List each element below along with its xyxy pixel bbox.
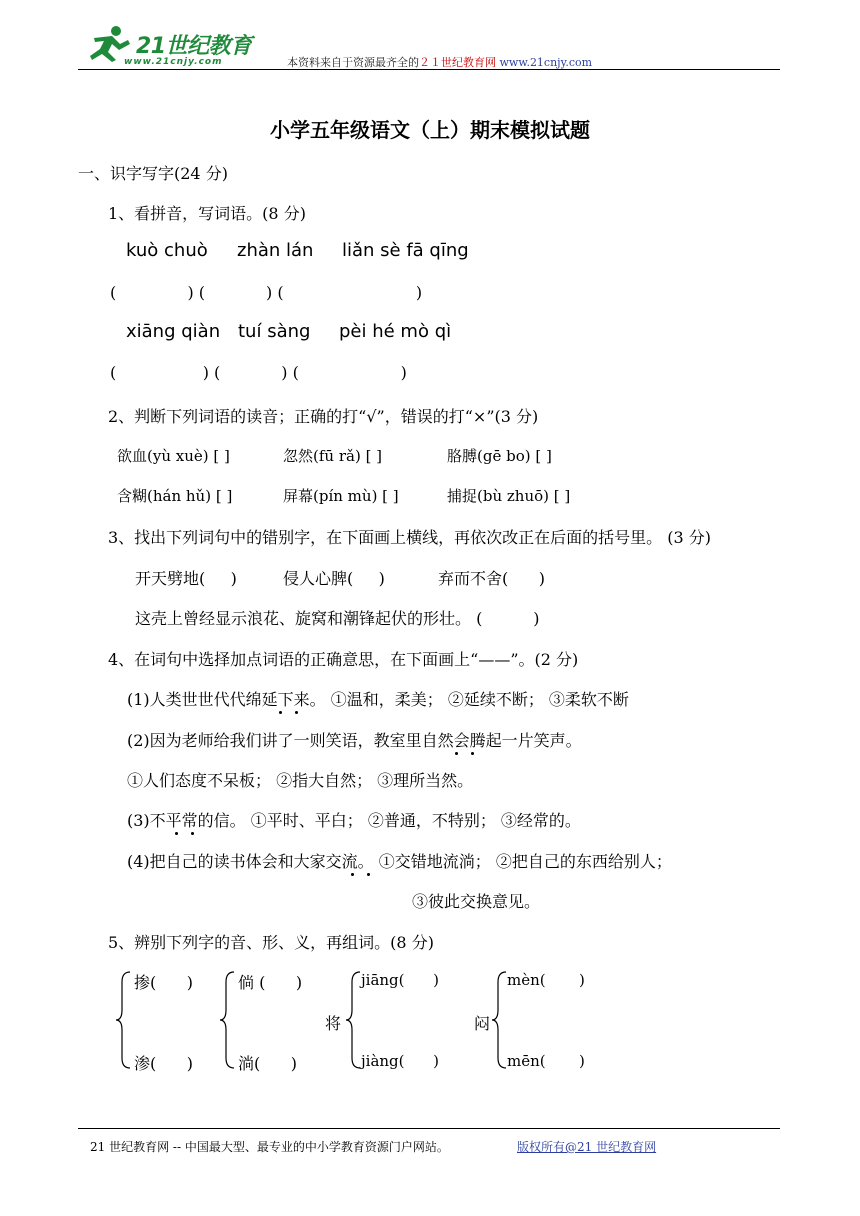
- sentence: (3)不平常的信。 ①平时、平白； ②普通，不特别； ③经常的。: [127, 811, 581, 830]
- emphasis-dot: [279, 711, 282, 714]
- char-item: mèn( ): [507, 971, 585, 989]
- logo-url: www.21cnjy.com: [124, 57, 223, 67]
- q5-prompt: 5、辨别下列字的音、形、义，再组词。(8 分): [108, 933, 434, 952]
- pinyin: liǎn sè fā qīng: [342, 240, 469, 261]
- char-item: 淌( ): [238, 1054, 298, 1073]
- char-item: mēn( ): [507, 1052, 585, 1070]
- section-heading: 一、识字写字(24 分): [78, 164, 228, 183]
- word-item: 捕捉(bù zhuō) [ ]: [447, 487, 571, 505]
- pinyin: pèi hé mò qì: [339, 321, 452, 342]
- char-item: 闷: [474, 1014, 491, 1033]
- answer-blanks[interactable]: ( ) ( ) ( ): [110, 363, 407, 382]
- emphasis-dot: [351, 873, 354, 876]
- pinyin: zhàn lán: [237, 240, 314, 261]
- pinyin: kuò chuò: [126, 240, 208, 261]
- logo-text: 21世纪教育: [136, 34, 252, 59]
- site-logo: [86, 24, 276, 70]
- word-item: 弃而不舍( ): [438, 569, 546, 588]
- sentence: 这壳上曾经显示浪花、旋窝和潮锋起伏的形壮。 ( ): [135, 609, 540, 628]
- sentence: ③彼此交换意见。: [412, 892, 541, 911]
- sentence: (4)把自己的读书体会和大家交流。 ①交错地流淌； ②把自己的东西给别人；: [127, 852, 672, 871]
- brace-icon: [490, 970, 508, 1070]
- word-item: 胳膊(gē bo) [ ]: [447, 447, 552, 465]
- q2-prompt: 2、判断下列词语的读音；正确的打“√”，错误的打“×”(3 分): [108, 407, 539, 426]
- word-item: 屏幕(pín mù) [ ]: [283, 487, 399, 505]
- emphasis-dot: [455, 752, 458, 755]
- footer-divider: [78, 1128, 780, 1129]
- tagline-site-link[interactable]: ２１世纪教育网: [419, 56, 496, 69]
- char-item: 渗( ): [134, 1054, 194, 1073]
- tagline-url-link[interactable]: www.21cnjy.com: [499, 56, 593, 69]
- answer-blanks[interactable]: ( ) ( ) ( ): [110, 283, 423, 302]
- q4-prompt: 4、在词句中选择加点词语的正确意思，在下面画上“——”。(2 分): [108, 650, 579, 669]
- emphasis-dot: [295, 711, 298, 714]
- emphasis-dot: [367, 873, 370, 876]
- footer-copyright[interactable]: [517, 1138, 656, 1155]
- copyright-link[interactable]: 版权所有@21 世纪教育网: [517, 1140, 657, 1154]
- char-item: jiàng( ): [361, 1052, 439, 1070]
- word-item: 欲血(yù xuè) [ ]: [117, 447, 230, 465]
- brace-icon: [218, 970, 236, 1070]
- q3-prompt: 3、找出下列词句中的错别字，在下面画上横线，再依次改正在后面的括号里。 (3 分): [108, 528, 712, 547]
- tagline-prefix: 本资料来自于资源最齐全的: [287, 56, 419, 69]
- footer-text: 21 世纪教育网 -- 中国最大型、最专业的中小学教育资源门户网站。: [90, 1140, 449, 1154]
- sentence: (1)人类世世代代绵延下来。 ①温和，柔美； ②延续不断； ③柔软不断: [127, 690, 629, 709]
- word-item: 侵人心脾( ): [283, 569, 385, 588]
- sentence: ①人们态度不呆板； ②指大自然； ③理所当然。: [127, 771, 474, 790]
- word-item: 含糊(hán hǔ) [ ]: [117, 487, 233, 505]
- char-item: 将: [325, 1014, 342, 1033]
- emphasis-dot: [471, 752, 474, 755]
- emphasis-dot: [191, 832, 194, 835]
- sentence: (2)因为老师给我们讲了一则笑语，教室里自然会腾起一片笑声。: [127, 731, 582, 750]
- header-divider: [78, 69, 780, 70]
- q1-prompt: 1、看拼音，写词语。(8 分): [108, 204, 306, 223]
- pinyin: xiāng qiàn: [126, 321, 221, 342]
- word-item: 忽然(fū rǎ) [ ]: [283, 447, 383, 465]
- header-tagline: [287, 54, 592, 70]
- pinyin: tuí sàng: [238, 321, 311, 342]
- brace-icon: [114, 970, 132, 1070]
- page-title: 小学五年级语文（上）期末模拟试题: [270, 118, 590, 142]
- brace-icon: [344, 970, 362, 1070]
- emphasis-dot: [175, 832, 178, 835]
- char-item: 掺( ): [134, 973, 194, 992]
- char-item: 倘 ( ): [238, 973, 303, 992]
- word-item: 开天劈地( ): [135, 569, 237, 588]
- char-item: jiāng( ): [361, 971, 439, 989]
